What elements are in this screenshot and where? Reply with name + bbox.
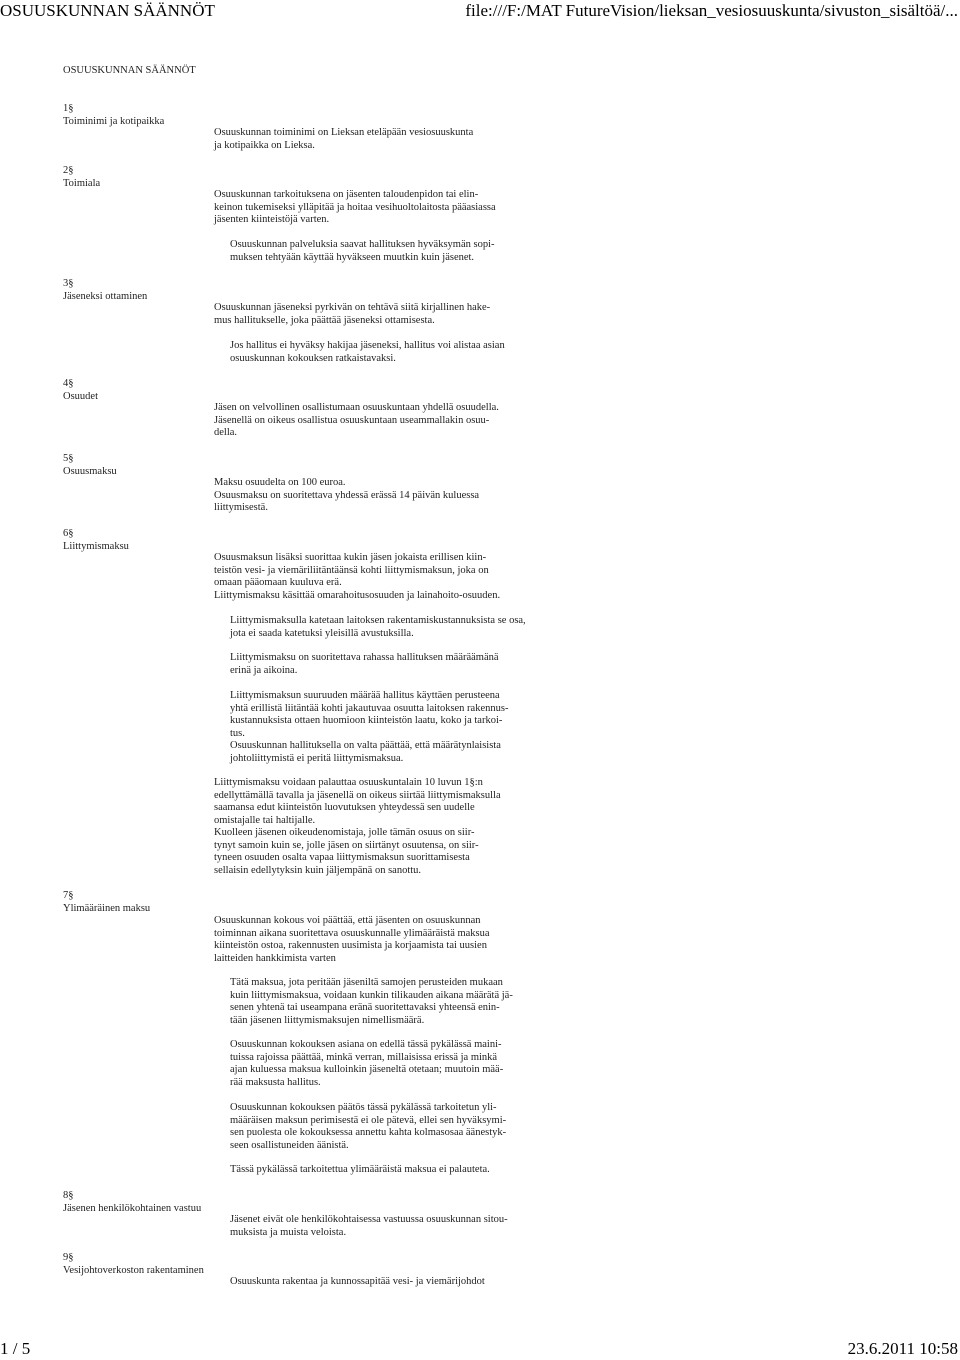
section-1-number: 1§ <box>63 103 74 114</box>
section-2-title: Toimiala <box>63 178 101 189</box>
section-8-paragraph: Jäsenet eivät ole henkilökohtaisessa vastuussa osuuskunnan sitou- muksista ja muista veloista. <box>230 1214 508 1238</box>
section-3-paragraph-2: Jos hallitus ei hyväksy hakijaa jäseneksi, hallitus voi alistaa asian osuuskunnan kokouksen ratkaistavaksi. <box>230 340 505 364</box>
section-4-title: Osuudet <box>63 391 98 402</box>
section-2-paragraph-1: Osuuskunnan tarkoituksena on jäsenten taloudenpidon tai elin- keinon tukemiseksi ylläpitää ja hoitaa vesihuoltolaitosta pääasiassa jäsenten kiinteistöjä varten. <box>214 189 496 225</box>
section-6-paragraph-5: Liittymismaksu voidaan palauttaa osuuskuntalain 10 luvun 1§:n edellyttämällä tavalla ja jäsenellä on oikeus siirtää liittymismaksulla saamansa edut kiinteistön luovutuksen yhteydessä sen uudelle omistajalle tai haltijalle. Kuolleen jäsenen oikeudenomistaja, jolle tämän osuus on siir- tynyt samoin kuin se, jolle jäsen on siirtänyt osuutensa, on siir- tyneen osuuden osalta vapaa liittymismaksun suorittamisesta sellaisin edellytyksin kuin jäljempänä on sanottu. <box>214 777 501 876</box>
section-6-paragraph-4: Liittymismaksun suuruuden määrää hallitus käyttäen perusteena yhtä erillistä liitäntää kohti jakautuvaa osuutta laitoksen rakennus- kustannuksista ottaen huomioon kiinteistön laatu, koko ja tarkoi- tus. Osuuskunnan hallituksella on valta päättää, että määrätynlaisista johtoliittymistä ei peritä liittymismaksua. <box>230 690 509 764</box>
section-1-title: Toiminimi ja kotipaikka <box>63 116 165 127</box>
section-8-title: Jäsenen henkilökohtainen vastuu <box>63 1203 202 1214</box>
section-4-number: 4§ <box>63 378 74 389</box>
section-9-number: 9§ <box>63 1252 74 1263</box>
section-3-paragraph-1: Osuuskunnan jäseneksi pyrkivän on tehtävä siitä kirjallinen hake- mus hallitukselle, joka päättää jäseneksi ottamisesta. <box>214 302 491 326</box>
section-7-paragraph-4: Osuuskunnan kokouksen päätös tässä pykälässä tarkoitetun yli- määräisen maksun perimisestä ei ole pätevä, ellei sen hyväksymi- sen puolesta ole kokouksessa annettu kahta kolmasosaa äänestyk- seen osallistuneiden äänistä. <box>230 1102 507 1151</box>
section-5-paragraph: Maksu osuudelta on 100 euroa. Osuusmaksu on suoritettava yhdessä erässä 14 päivän kuluessa liittymisestä. <box>214 477 480 513</box>
section-2-paragraph-2: Osuuskunnan palveluksia saavat hallituksen hyväksymän sopi- muksen tehtyään käyttää hyväkseen muutkin kuin jäsenet. <box>230 239 495 263</box>
section-2-number: 2§ <box>63 165 74 176</box>
section-8-number: 8§ <box>63 1190 74 1201</box>
section-6-number: 6§ <box>63 528 74 539</box>
section-7-paragraph-2: Tätä maksua, jota peritään jäseniltä samojen perusteiden mukaan kuin liittymismaksua, voidaan kunkin tilikauden aikana määrätä jä- senen yhtenä tai useampana eränä suoritettavaksi yhteensä enin- tään jäsenen liittymismaksujen nimellismäärä. <box>230 977 513 1026</box>
print-footer-datetime: 23.6.2011 10:58 <box>847 1339 958 1358</box>
section-7-paragraph-5: Tässä pykälässä tarkoitettua ylimääräistä maksua ei palauteta. <box>230 1164 490 1175</box>
section-4-paragraph: Jäsen on velvollinen osallistumaan osuuskuntaan yhdellä osuudella. Jäsenellä on oikeus osallistua osuuskuntaan useammallakin osuu- della. <box>214 402 499 438</box>
section-7-paragraph-3: Osuuskunnan kokouksen asiana on edellä tässä pykälässä maini- tuissa rajoissa päättää, minkä verran, millaisissa erissä ja minkä ajan kuluessa maksua kulloinkin jäseneltä otetaan; muutoin mää- rää maksusta hallitus. <box>230 1039 504 1088</box>
section-3-title: Jäseneksi ottaminen <box>63 291 148 302</box>
print-header-title: OSUUSKUNNAN SÄÄNNÖT <box>0 1 215 20</box>
section-9-paragraph: Osuuskunta rakentaa ja kunnossapitää vesi- ja viemärijohdot <box>230 1276 485 1287</box>
print-footer-page: 1 / 5 <box>0 1339 31 1358</box>
section-7-number: 7§ <box>63 890 74 901</box>
section-5-number: 5§ <box>63 453 74 464</box>
section-1-paragraph: Osuuskunnan toiminimi on Lieksan eteläpään vesiosuuskunta ja kotipaikka on Lieksa. <box>214 127 474 151</box>
section-7-title: Ylimääräinen maksu <box>63 903 151 914</box>
section-3-number: 3§ <box>63 278 74 289</box>
section-6-paragraph-3: Liittymismaksu on suoritettava rahassa hallituksen määräämänä erinä ja aikoina. <box>230 652 499 676</box>
document-title: OSUUSKUNNAN SÄÄNNÖT <box>63 65 196 76</box>
section-5-title: Osuusmaksu <box>63 466 117 477</box>
section-9-title: Vesijohtoverkoston rakentaminen <box>63 1265 204 1276</box>
print-header-url: file:///F:/MAT FutureVision/lieksan_vesiosuuskunta/sivuston_sisältöä/... <box>465 1 958 20</box>
section-6-paragraph-2: Liittymismaksulla katetaan laitoksen rakentamiskustannuksista se osa, jota ei saada katetuksi yleisillä avustuksilla. <box>230 615 526 639</box>
section-6-paragraph-1: Osuusmaksun lisäksi suorittaa kukin jäsen jokaista erillisen kiin- teistön vesi- ja viemäriliitäntäänsä kohti liittymismaksun, joka on omaan pääomaan kuuluva erä. Liittymismaksu käsittää omarahoitusosuuden ja lainahoito-osuuden. <box>214 552 501 601</box>
section-6-title: Liittymismaksu <box>63 541 129 552</box>
section-7-paragraph-1: Osuuskunnan kokous voi päättää, että jäsenten on osuuskunnan toiminnan aikana suoritettava osuuskunnalle ylimääräistä maksua kiinteistön ostoa, rakennusten uusimista ja korjaamista tai uusien laitteiden hankkimista varten <box>214 915 490 964</box>
